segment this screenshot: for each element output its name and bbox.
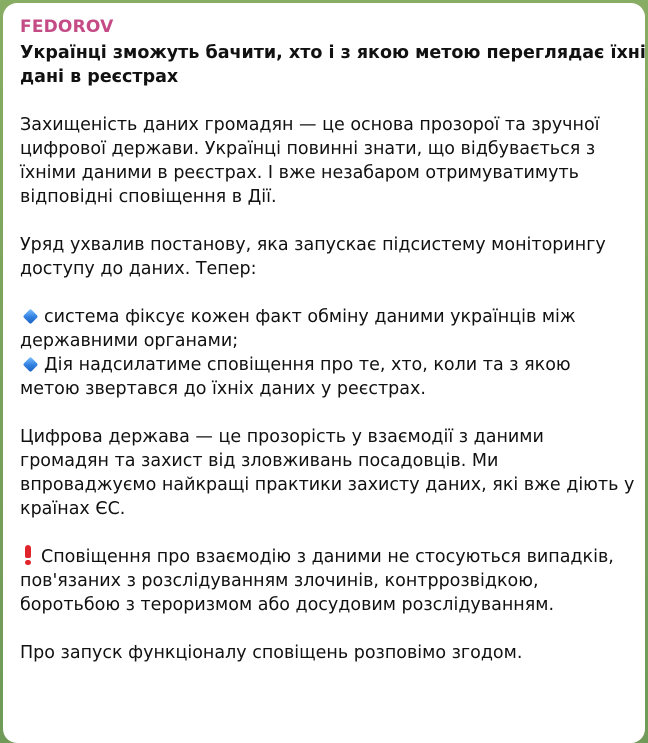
- bullet-list: [20, 305, 629, 401]
- paragraph-digital-state: [20, 425, 635, 521]
- text-line: Про запуск функціоналу сповіщень розповімо згодом.: [20, 643, 523, 663]
- paragraph-decision: [20, 233, 629, 281]
- warning-line: [20, 545, 629, 569]
- text-line: країнах ЄС.: [20, 499, 126, 519]
- headline-line: дані в реєстрах: [20, 67, 179, 87]
- text-line: доступу до даних. Тепер:: [20, 259, 257, 279]
- message-headline: [20, 41, 646, 89]
- paragraph-intro: [20, 113, 629, 209]
- text-line: впроваджуємо найкращі практики захисту даних, які вже діють у: [20, 475, 635, 495]
- text-line: їхніми даними в реєстрах. І вже незабаром отримуватимуть: [20, 163, 580, 183]
- warning-note: [20, 545, 629, 617]
- bullet-text: Дія надсилатиме сповіщення про те, хто, коли та з якою: [44, 355, 571, 375]
- text-line: Цифрова держава — це прозорість у взаємодії з даними: [20, 427, 544, 447]
- headline-line: Українці зможуть бачити, хто і з якою метою переглядає їхні: [20, 43, 646, 63]
- text-line: відповідні сповіщення в Дії.: [20, 187, 277, 207]
- warning-text: Сповіщення про взаємодію з даними не стосуються випадків,: [41, 547, 614, 567]
- bullet-continuation: державними органами;: [20, 331, 239, 351]
- warning-continuation: боротьбою з тероризмом або досудовим розслідуванням.: [20, 595, 555, 615]
- message-bubble[interactable]: [3, 3, 645, 743]
- warning-continuation: пов'язаних з розслідуванням злочинів, контррозвідкою,: [20, 571, 539, 591]
- blue-diamond-icon: [23, 356, 39, 372]
- text-line: Захищеність даних громадян — це основа прозорої та зручної: [20, 115, 600, 135]
- sender-name[interactable]: FEDOROV: [20, 17, 114, 37]
- red-exclamation-icon: [24, 545, 32, 565]
- text-line: цифрової держави. Українці повинні знати, що відбувається з: [20, 139, 596, 159]
- text-line: громадян та захист від зловживань посадовців. Ми: [20, 451, 499, 471]
- bullet-item: [20, 353, 629, 377]
- bullet-item: [20, 305, 629, 329]
- text-line: Уряд ухвалив постанову, яка запускає підсистему моніторингу: [20, 235, 606, 255]
- blue-diamond-icon: [23, 308, 39, 324]
- paragraph-closing: [20, 641, 629, 665]
- bullet-continuation: метою звертався до їхніх даних у реєстрах.: [20, 379, 426, 399]
- bullet-text: система фіксує кожен факт обміну даними українців між: [44, 307, 576, 327]
